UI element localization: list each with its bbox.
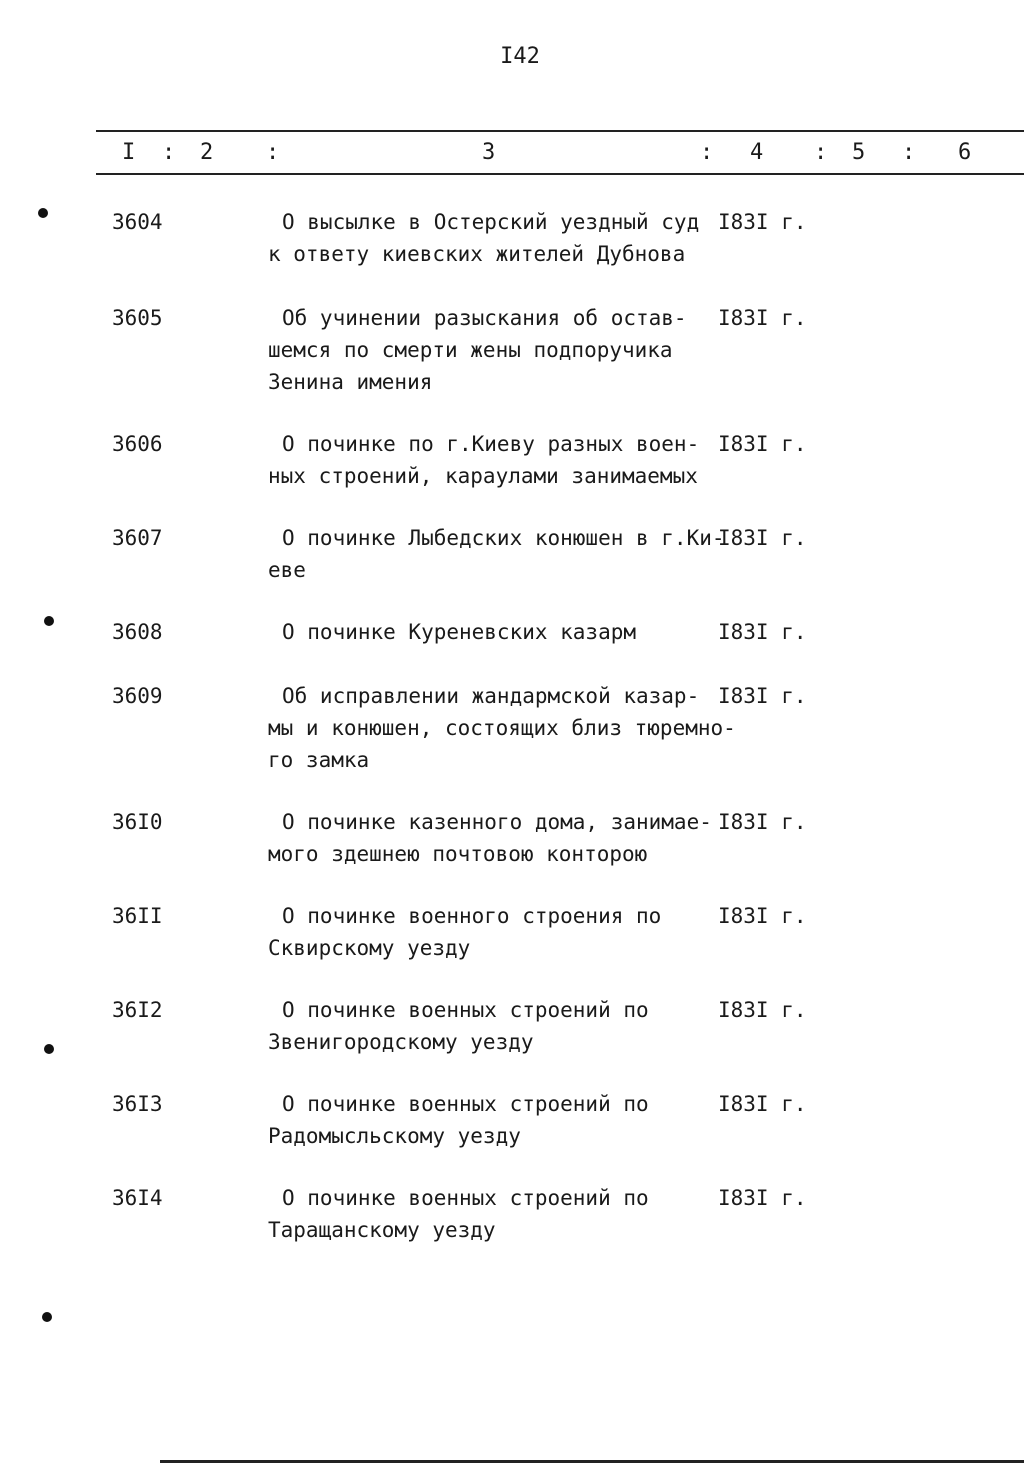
entry-description [268, 302, 718, 398]
column-header-4: 4 [750, 140, 764, 165]
entry-description-line: Сквирскому уезду [268, 936, 471, 960]
entry-row [0, 806, 1024, 870]
entry-description-line: еве [268, 558, 306, 582]
entry-year: I83I г. [718, 306, 807, 330]
entry-number: 3608 [112, 620, 163, 644]
entry-row [0, 302, 1024, 398]
column-header-6: 6 [958, 140, 972, 165]
entry-description [268, 428, 718, 492]
punch-hole-mark [44, 616, 54, 626]
entry-year: I83I г. [718, 810, 807, 834]
entry-number: 3609 [112, 684, 163, 708]
entry-number: 36I0 [112, 810, 163, 834]
entry-description-line: О починке по г.Киеву разных воен- [282, 432, 700, 456]
entry-row [0, 1182, 1024, 1246]
entry-description-line: шемся по смерти жены подпоручика [268, 338, 673, 362]
entry-row [0, 206, 1024, 270]
entry-description-line: к ответу киевских жителей Дубнова [268, 242, 686, 266]
entry-description-line: О починке военных строений по [282, 1186, 649, 1210]
entry-year: I83I г. [718, 998, 807, 1022]
entry-description-line: Зенина имения [268, 370, 433, 394]
column-header-1: I [122, 140, 136, 165]
entry-description-line: О починке военного строения по [282, 904, 662, 928]
entry-year: I83I г. [718, 526, 807, 550]
column-separator: : [266, 140, 280, 165]
entry-description-line: О починке казенного дома, занимае- [282, 810, 712, 834]
entry-number: 36II [112, 904, 163, 928]
entry-description [268, 680, 736, 776]
entry-year: I83I г. [718, 432, 807, 456]
entry-number: 3607 [112, 526, 163, 550]
header-bottom-rule [96, 173, 1024, 175]
entry-description [268, 206, 718, 270]
page-number: I42 [500, 44, 540, 69]
column-header-5: 5 [852, 140, 866, 165]
column-header-2: 2 [200, 140, 214, 165]
entry-description [268, 616, 718, 648]
entry-description [268, 900, 718, 964]
entry-description-line: Радомысльскому уезду [268, 1124, 521, 1148]
entry-row [0, 1088, 1024, 1152]
entry-description-line: Звенигородскому уезду [268, 1030, 534, 1054]
entry-description [268, 1182, 718, 1246]
entry-year: I83I г. [718, 620, 807, 644]
entry-year: I83I г. [718, 210, 807, 234]
entry-description [268, 1088, 718, 1152]
punch-hole-mark [38, 208, 48, 218]
column-separator: : [814, 140, 828, 165]
entry-description-line: Об исправлении жандармской казар- [282, 684, 700, 708]
column-header-row [0, 140, 1024, 168]
punch-hole-mark [42, 1312, 52, 1322]
entry-description-line: О высылке в Остерский уездный суд [282, 210, 700, 234]
entry-number: 3604 [112, 210, 163, 234]
column-separator: : [162, 140, 176, 165]
entry-year: I83I г. [718, 684, 807, 708]
entry-description [268, 994, 718, 1058]
entry-row [0, 428, 1024, 492]
column-header-3: 3 [482, 140, 496, 165]
entry-description-line: мого здешнею почтовою конторою [268, 842, 648, 866]
punch-hole-mark [44, 1044, 54, 1054]
column-separator: : [902, 140, 916, 165]
header-top-rule [96, 130, 1024, 132]
entry-row [0, 616, 1024, 648]
entry-year: I83I г. [718, 1092, 807, 1116]
entry-row [0, 522, 1024, 586]
entry-year: I83I г. [718, 1186, 807, 1210]
entry-description [268, 522, 725, 586]
entry-row [0, 680, 1024, 776]
entry-description-line: О починке Лыбедских конюшен в г.Ки- [282, 526, 725, 550]
entry-description-line: О починке военных строений по [282, 998, 649, 1022]
entry-number: 3605 [112, 306, 163, 330]
entry-number: 3606 [112, 432, 163, 456]
entry-row [0, 900, 1024, 964]
entry-description [268, 806, 718, 870]
bottom-edge-rule [160, 1460, 1024, 1463]
entry-number: 36I4 [112, 1186, 163, 1210]
entry-number: 36I2 [112, 998, 163, 1022]
entry-description-line: мы и конюшен, состоящих близ тюремно- [268, 716, 736, 740]
entry-description-line: ных строений, караулами занимаемых [268, 464, 698, 488]
entry-number: 36I3 [112, 1092, 163, 1116]
entry-row [0, 994, 1024, 1058]
entry-description-line: Таращанскому уезду [268, 1218, 496, 1242]
entry-description-line: Об учинении разыскания об остав- [282, 306, 687, 330]
entry-description-line: О починке военных строений по [282, 1092, 649, 1116]
entry-description-line: го замка [268, 748, 370, 772]
column-separator: : [700, 140, 714, 165]
entry-year: I83I г. [718, 904, 807, 928]
entry-description-line: О починке Куреневских казарм [282, 620, 637, 644]
